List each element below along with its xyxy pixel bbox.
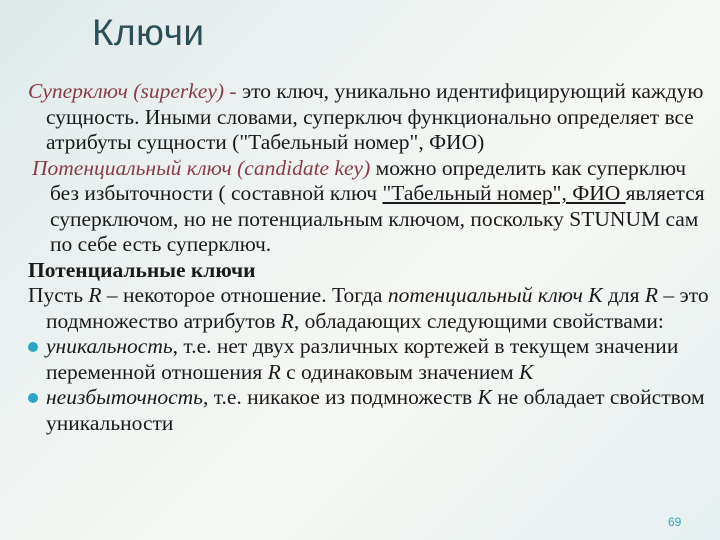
candidate-key-paragraph bbox=[28, 156, 712, 258]
var-r: R bbox=[644, 283, 659, 307]
def-text-5: , обладающих следующими свойствами: bbox=[293, 308, 664, 333]
def-text-1: Пусть bbox=[28, 283, 89, 307]
uniqueness-text-2: с одинаковым значением bbox=[280, 359, 519, 384]
slide-title: Ключи bbox=[92, 12, 205, 53]
var-k: K bbox=[518, 359, 534, 384]
superkey-term: Суперключ (superkey) - bbox=[28, 79, 237, 103]
var-r: R bbox=[88, 283, 102, 307]
def-text-3: для bbox=[602, 283, 645, 307]
bullet-irreducibility bbox=[28, 385, 712, 436]
bullet-icon bbox=[28, 342, 38, 352]
candidate-key-text-1: можно определить как суперключ без избыточности ( составной ключ bbox=[50, 155, 687, 205]
superkey-definition: это ключ, уникально идентифицирующий каждую сущность. Иными словами, суперключ функционально определяет все атрибуты сущности ("Табельный номер", ФИО) bbox=[46, 79, 704, 154]
bullet-uniqueness bbox=[28, 334, 712, 385]
superkey-paragraph bbox=[28, 79, 712, 156]
irreducibility-text-2: не обладает свойством уникальности bbox=[46, 385, 705, 435]
def-text-4: – это подмножество атрибутов bbox=[46, 283, 709, 333]
irreducibility-text-1: , т.е. никакое из подмножеств bbox=[202, 385, 478, 409]
candidate-key-text-2: является суперключом, но не потенциальным ключом, поскольку STUNUM сам по себе есть суперключ. bbox=[50, 181, 705, 256]
uniqueness-text-1: , т.е. нет двух различных кортежей в текущем значении переменной отношения bbox=[46, 334, 679, 384]
uniqueness-term: уникальность bbox=[46, 334, 173, 358]
bullet-icon bbox=[28, 393, 38, 403]
irreducibility-term: неизбыточность bbox=[46, 385, 203, 409]
definition-paragraph bbox=[28, 283, 712, 334]
slide-content bbox=[28, 79, 712, 436]
var-k: K bbox=[582, 283, 603, 307]
var-r: R bbox=[280, 308, 294, 333]
def-text-2: – некоторое отношение. Тогда bbox=[101, 283, 388, 307]
var-k: K bbox=[477, 385, 492, 409]
page-number: 69 bbox=[668, 515, 682, 529]
section-heading: Потенциальные ключи bbox=[28, 257, 256, 282]
candidate-key-phrase: потенциальный ключ bbox=[387, 283, 583, 307]
candidate-key-term: Потенциальный ключ (candidate key) bbox=[32, 155, 371, 180]
composite-key-example: "Табельный номер", ФИО bbox=[382, 181, 626, 205]
var-r: R bbox=[267, 359, 281, 384]
